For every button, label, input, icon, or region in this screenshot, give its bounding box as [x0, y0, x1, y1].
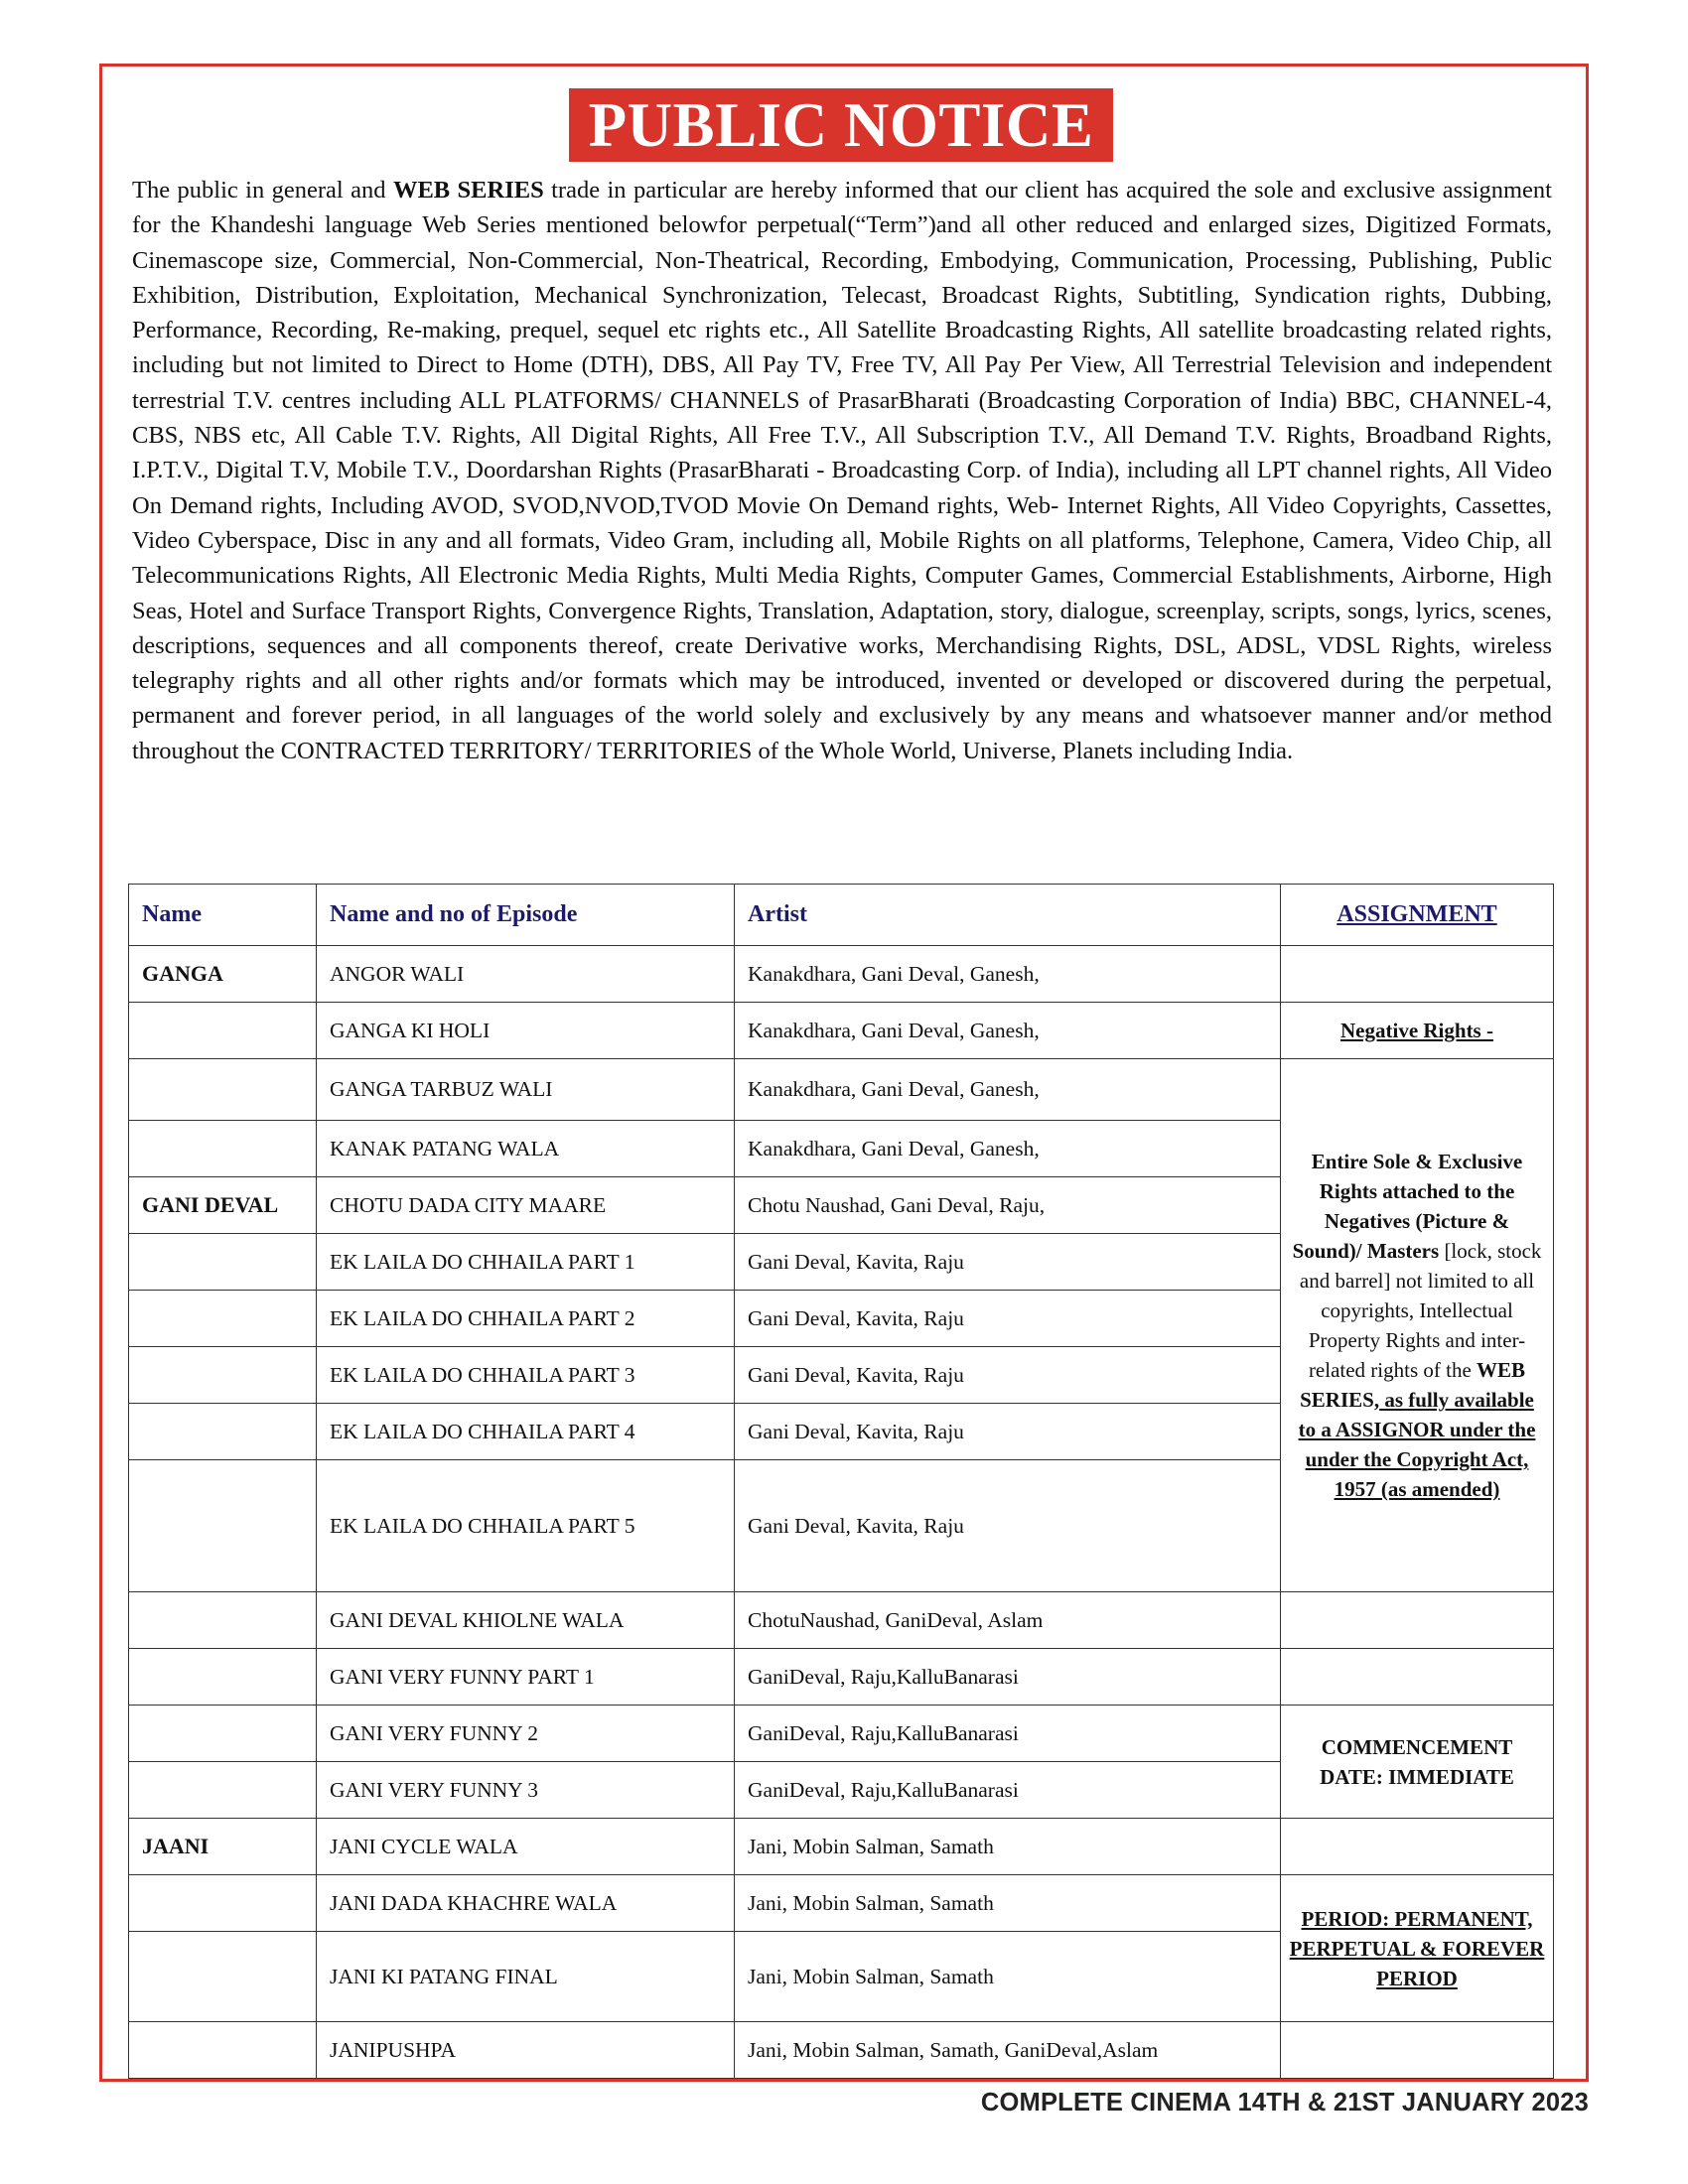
artist-cell: GaniDeval, Raju,KalluBanarasi: [735, 1649, 1281, 1706]
artist-cell: ChotuNaushad, GaniDeval, Aslam: [735, 1592, 1281, 1649]
artist-cell: GaniDeval, Raju,KalluBanarasi: [735, 1762, 1281, 1819]
artist-cell: Gani Deval, Kavita, Raju: [735, 1291, 1281, 1347]
table-row: [129, 1649, 1554, 1706]
assignment-empty-cell: [1281, 1592, 1554, 1649]
series-name-cell: [129, 1875, 317, 1932]
artist-cell: Chotu Naushad, Gani Deval, Raju,: [735, 1177, 1281, 1234]
artist-cell: Jani, Mobin Salman, Samath: [735, 1819, 1281, 1875]
series-name-cell: [129, 1404, 317, 1460]
column-header-episode: Name and no of Episode: [317, 885, 735, 946]
series-name-cell: [129, 2022, 317, 2079]
episode-cell: GANI VERY FUNNY 2: [317, 1706, 735, 1762]
rights-description-bold: Entire Sole & Exclusive Rights attached to the Negatives (Picture & Sound)/ Masters: [1292, 1150, 1523, 1263]
series-name-cell: [129, 1706, 317, 1762]
assignment-commencement-cell: [1281, 1706, 1554, 1819]
artist-cell: Jani, Mobin Salman, Samath, GaniDeval,Aslam: [735, 2022, 1281, 2079]
table-row: [129, 1003, 1554, 1059]
negative-rights-label: Negative Rights -: [1340, 1019, 1493, 1042]
intro-bold-web-series: WEB SERIES: [392, 177, 544, 204]
column-header-artist: Artist: [735, 885, 1281, 946]
assignment-empty-cell: [1281, 946, 1554, 1003]
episode-cell: EK LAILA DO CHHAILA PART 5: [317, 1460, 735, 1592]
series-name-cell: [129, 1291, 317, 1347]
rights-table: [128, 884, 1554, 2079]
episode-cell: GANGA KI HOLI: [317, 1003, 735, 1059]
series-name-cell: [129, 1649, 317, 1706]
episode-cell: EK LAILA DO CHHAILA PART 4: [317, 1404, 735, 1460]
artist-cell: Jani, Mobin Salman, Samath: [735, 1875, 1281, 1932]
assignment-rights-description-cell: [1281, 1059, 1554, 1592]
artist-cell: Kanakdhara, Gani Deval, Ganesh,: [735, 1059, 1281, 1121]
episode-cell: GANI DEVAL KHIOLNE WALA: [317, 1592, 735, 1649]
period-label: PERIOD: PERMANENT, PERPETUAL & FOREVER PERIOD: [1289, 1906, 1545, 1990]
table-row: [129, 946, 1554, 1003]
series-name-cell: [129, 1347, 317, 1404]
column-header-name: Name: [129, 885, 317, 946]
notice-body-paragraph: [132, 173, 1552, 768]
episode-cell: EK LAILA DO CHHAILA PART 2: [317, 1291, 735, 1347]
artist-cell: GaniDeval, Raju,KalluBanarasi: [735, 1706, 1281, 1762]
publication-footer: COMPLETE CINEMA 14TH & 21ST JANUARY 2023: [980, 2089, 1589, 2116]
episode-cell: EK LAILA DO CHHAILA PART 1: [317, 1234, 735, 1291]
artist-cell: Jani, Mobin Salman, Samath: [735, 1932, 1281, 2022]
artist-cell: Gani Deval, Kavita, Raju: [735, 1460, 1281, 1592]
column-header-assignment: ASSIGNMENT: [1281, 885, 1554, 946]
rights-description-copyright-act: as fully available to a ASSIGNOR under the under the Copyright Act, 1957 (as amended): [1298, 1388, 1536, 1501]
episode-cell: GANI VERY FUNNY PART 1: [317, 1649, 735, 1706]
artist-cell: Kanakdhara, Gani Deval, Ganesh,: [735, 1121, 1281, 1177]
artist-cell: Kanakdhara, Gani Deval, Ganesh,: [735, 1003, 1281, 1059]
episode-cell: JANI DADA KHACHRE WALA: [317, 1875, 735, 1932]
assignment-empty-cell: [1281, 1819, 1554, 1875]
rights-description-web-series: WEB SERIES,: [1300, 1358, 1526, 1412]
episode-cell: GANI VERY FUNNY 3: [317, 1762, 735, 1819]
artist-cell: Kanakdhara, Gani Deval, Ganesh,: [735, 946, 1281, 1003]
assignment-empty-cell: [1281, 2022, 1554, 2079]
artist-cell: Gani Deval, Kavita, Raju: [735, 1347, 1281, 1404]
series-name-cell: [129, 1460, 317, 1592]
table-row: [129, 1819, 1554, 1875]
series-name-cell: [129, 1932, 317, 2022]
episode-cell: JANI KI PATANG FINAL: [317, 1932, 735, 2022]
series-name-cell: [129, 1003, 317, 1059]
rights-description-plain: [lock, stock and barrel] not limited to all copyrights, Intellectual Property Rights and inter-related rights of the: [1299, 1239, 1542, 1382]
episode-cell: KANAK PATANG WALA: [317, 1121, 735, 1177]
series-name-cell: [129, 1059, 317, 1121]
episode-cell: GANGA TARBUZ WALI: [317, 1059, 735, 1121]
table-row: [129, 1059, 1554, 1121]
series-name-cell: GANGA: [129, 946, 317, 1003]
notice-title: PUBLIC NOTICE: [569, 88, 1113, 162]
episode-cell: JANIPUSHPA: [317, 2022, 735, 2079]
intro-text-rest: trade in particular are hereby informed that our client has acquired the sole and exclusive assignment for the Khandeshi language Web Series mentioned belowfor perpetual(“Term”)and all other reduced and enlarged sizes, Digitized Formats, Cinemascope size, Commercial, Non-Commercial, Non-Theatrical, Recording, Embodying, Communication, Processing, Publishing, Public Exhibition, Distribution, Exploitation, Mechanical Synchronization, Telecast, Broadcast Rights, Subtitling, Syndication rights, Dubbing, Performance, Recording, Re-making, prequel, sequel etc rights etc., All Satellite Broadcasting Rights, All satellite broadcasting related rights, including but not limited to Direct to Home (DTH), DBS, All Pay TV, Free TV, All Pay Per View, All Terrestrial Television and independent terrestrial T.V. centres including ALL PLATFORMS/ CHANNELS of PrasarBharati (Broadcasting Corporation of India) BBC, CHANNEL-4, CBS, NBS etc, All Cable T.V. Rights, All Digital Rights, All Free T.V., All Subscription T.V., All Demand T.V. Rights, Broadband Rights, I.P.T.V., Digital T.V, Mobile T.V., Doordarshan Rights (PrasarBharati - Broadcasting Corp. of India), including all LPT channel rights, All Video On Demand rights, Including AVOD, SVOD,NVOD,TVOD Movie On Demand rights, Web- Internet Rights, All Video Copyrights, Cassettes, Video Cyberspace, Disc in any and all formats, Video Gram, including all, Mobile Rights on all platforms, Telephone, Camera, Video Chip, all Telecommunications Rights, All Electronic Media Rights, Multi Media Rights, Computer Games, Commercial Establishments, Airborne, High Seas, Hotel and Surface Transport Rights, Convergence Rights, Translation, Adaptation, story, dialogue, screenplay, scripts, songs, lyrics, scenes, descriptions, sequences and all components thereof, create Derivative works, Merchandising Rights, DSL, ADSL, VDSL Rights, wireless telegraphy rights and all other rights and/or formats which may be introduced, invented or developed or discovered during the perpetual, permanent and forever period, in all languages of the world solely and exclusively by any means and whatsoever manner and/or method throughout the CONTRACTED TERRITORY/ TERRITORIES of the Whole World, Universe, Planets including India.: [132, 177, 1552, 764]
episode-cell: JANI CYCLE WALA: [317, 1819, 735, 1875]
episode-cell: ANGOR WALI: [317, 946, 735, 1003]
intro-text-start: The public in general and: [132, 177, 393, 204]
table-header-row: [129, 885, 1554, 946]
assignment-negative-rights-cell: [1281, 1003, 1554, 1059]
series-name-cell: [129, 1762, 317, 1819]
episode-cell: CHOTU DADA CITY MAARE: [317, 1177, 735, 1234]
table-row: [129, 2022, 1554, 2079]
table-row: [129, 1592, 1554, 1649]
series-name-cell: [129, 1592, 317, 1649]
episode-cell: EK LAILA DO CHHAILA PART 3: [317, 1347, 735, 1404]
assignment-empty-cell: [1281, 1649, 1554, 1706]
series-name-cell: GANI DEVAL: [129, 1177, 317, 1234]
series-name-cell: JAANI: [129, 1819, 317, 1875]
commencement-date-label: COMMENCEMENT DATE: IMMEDIATE: [1320, 1734, 1514, 1789]
series-name-cell: [129, 1121, 317, 1177]
assignment-period-cell: [1281, 1875, 1554, 2022]
table-row: [129, 1706, 1554, 1762]
table-row: [129, 1875, 1554, 1932]
series-name-cell: [129, 1234, 317, 1291]
artist-cell: Gani Deval, Kavita, Raju: [735, 1234, 1281, 1291]
artist-cell: Gani Deval, Kavita, Raju: [735, 1404, 1281, 1460]
